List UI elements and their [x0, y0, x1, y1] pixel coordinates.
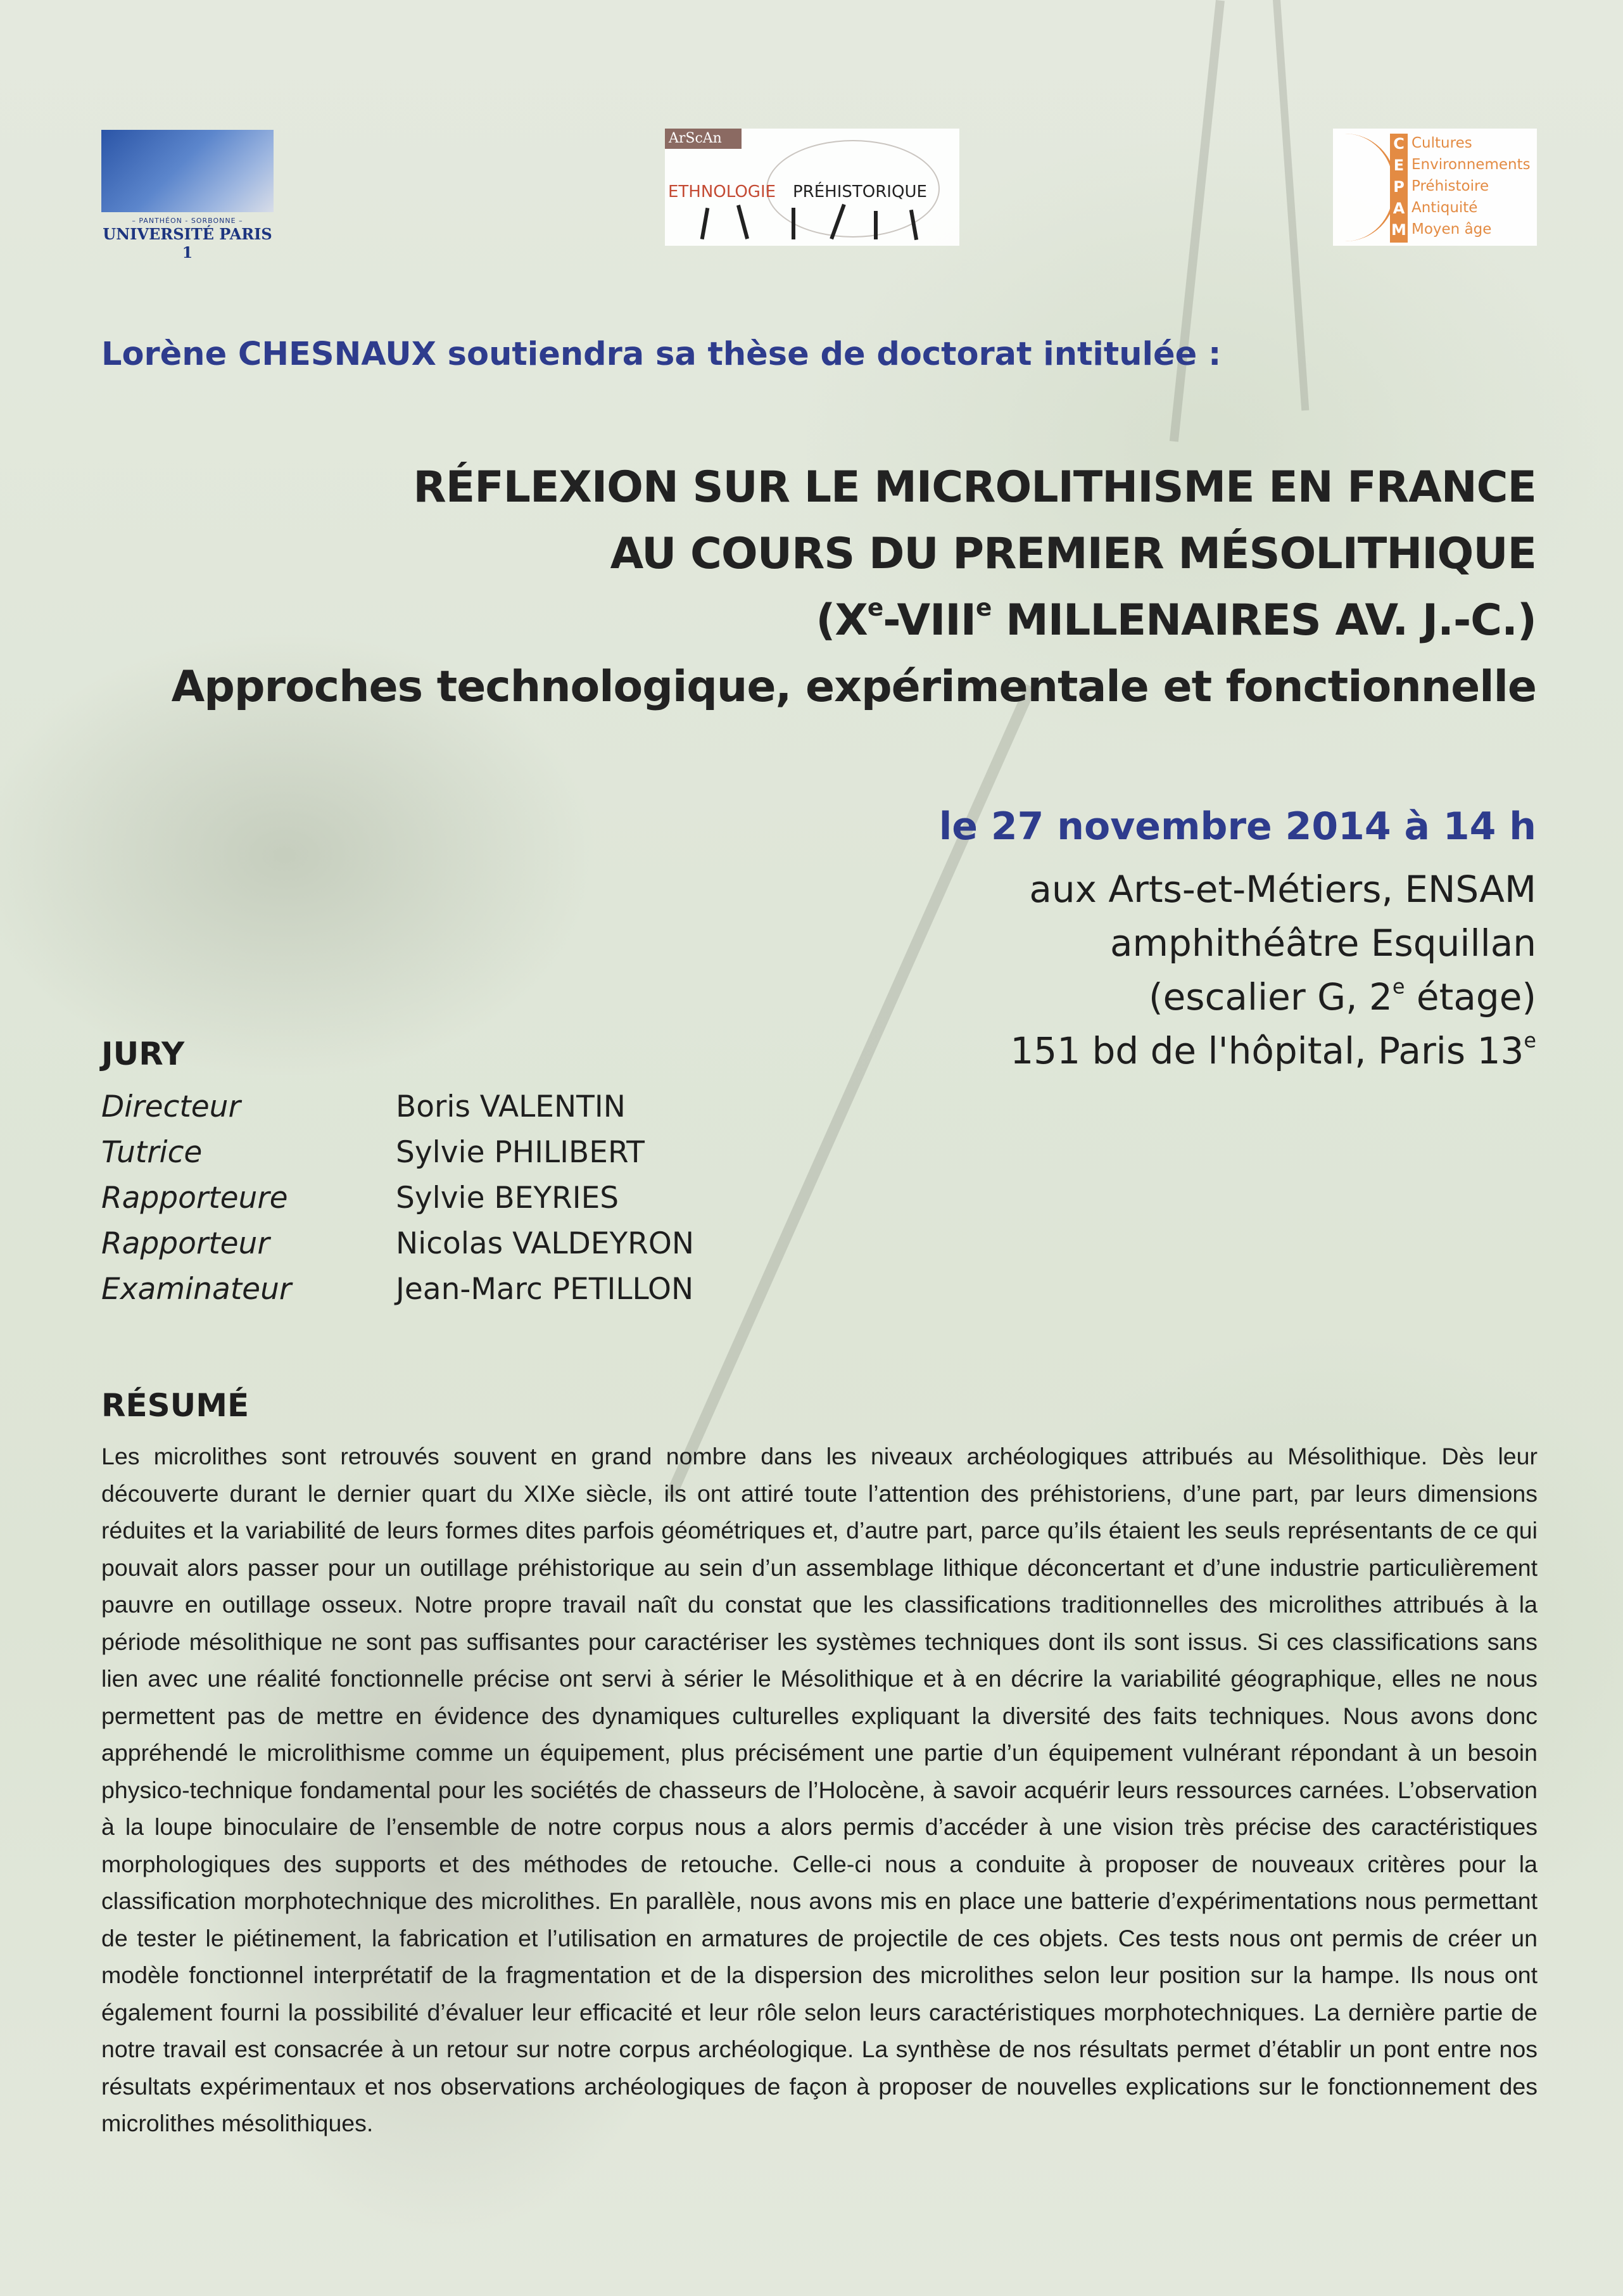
defense-venue: aux Arts-et-Métiers, ENSAM: [1029, 868, 1536, 911]
cepam-word: Moyen âge: [1411, 221, 1492, 238]
title-sup: e: [867, 593, 883, 622]
cepam-letter: E: [1393, 156, 1405, 174]
jury-name: Nicolas VALDEYRON: [396, 1226, 694, 1261]
defense-address: [1010, 1029, 1536, 1072]
thesis-title-line-2: AU COURS DU PREMIER MÉSOLITHIQUE: [610, 529, 1536, 579]
address-part: 151 bd de l'hôpital, Paris 13: [1010, 1029, 1524, 1072]
stairs-sup: e: [1392, 974, 1405, 999]
jury-role: Rapporteur: [101, 1226, 270, 1261]
figure-icon: [874, 211, 878, 239]
cepam-word: Préhistoire: [1411, 178, 1489, 194]
cepam-letter: C: [1393, 135, 1405, 153]
jury-heading: JURY: [101, 1036, 185, 1072]
cepam-word: Antiquité: [1411, 200, 1478, 216]
prehistorique-word: PRÉHISTORIQUE: [793, 182, 927, 201]
cepam-word: Environnements: [1411, 156, 1531, 173]
thesis-title-line-3: [816, 595, 1536, 645]
stairs-part: (escalier G, 2: [1148, 975, 1392, 1018]
resume-text: Les microlithes sont retrouvés souvent en grand nombre dans les niveaux archéologiques attribués au Mésolithique. Dès leur découverte durant le dernier quart du XIXe siècle, ils ont attiré toute l’attention des préhistoriens, d’une part, par leurs dimensions réduites et la variabilité de leurs formes dites parfois géométriques et, d’autre part, parce qu’ils étaient les seuls représentants de ce qui pouvait alors passer pour un outillage préhistorique au sein d’un assemblage lithique déconcertant et d’une industrie particulièrement pauvre en outillage osseux. Notre propre travail naît du constat que les classifications traditionnelles des microlithes attribués à la période mésolithique ne sont pas suffisantes pour caractériser les systèmes techniques dont ils sont issus. Si ces classifications sans lien avec une réalité fonctionnelle précise ont servi à sérier le Mésolithique et à en décrire la variabilité géographique, elles ne nous permettent pas de mettre en évidence des dynamiques culturelles expliquant la diversité des faits techniques. Nous avons donc appréhendé le microlithisme comme un équipement, plus précisément une partie d’un équipement vulnérant répondant à un besoin physico-technique fondamental pour les sociétés de chasseurs de l’Holocène, à savoir acquérir leurs ressources carnées. L’observation à la loupe binoculaire de l’ensemble de notre corpus nous a alors permis d’accéder à une vision très précise des caractéristiques morphologiques des supports et des méthodes de retouche. Celle-ci nous a conduite à proposer de nouveaux critères pour la classification morphotechnique des microlithes. En parallèle, nous avons mis en place une batterie d’expérimentations nous permettant de tester le piétinement, la fabrication et l’utilisation en armatures de projectile de ces objets. Ces tests nous ont permis de créer un modèle fonctionnel interprétatif de la fragmentation et de la dispersion des microlithes selon leur position sur la hampe. Ils nous ont également fourni la possibilité d’évaluer leur efficacité et leur rôle selon leurs caractéristiques morphotechniques. La dernière partie de notre travail est consacrée à un retour sur notre corpus archéologique. La synthèse de nos résultats permet d’établir un pont entre nos résultats expérimentaux et nos observations archéologiques de façon à proposer de nouvelles explications sur le fonctionnement des microlithes mésolithiques.: [101, 1443, 1538, 2136]
jury-role: Directeur: [101, 1089, 241, 1124]
cepam-letter: P: [1393, 178, 1405, 196]
title-part: MILLENAIRES AV. J.-C.): [991, 595, 1536, 645]
figure-icon: [700, 208, 710, 239]
jury-role: Examinateur: [101, 1272, 292, 1307]
cepam-logo: [1333, 129, 1537, 246]
stairs-part: étage): [1405, 975, 1536, 1018]
universite-paris1-logo: [101, 130, 274, 262]
jury-name: Boris VALENTIN: [396, 1089, 626, 1124]
defense-stairs: [1149, 975, 1536, 1018]
thesis-title-line-1: RÉFLEXION SUR LE MICROLITHISME EN FRANCE: [413, 462, 1536, 512]
jury-name: Jean-Marc PETILLON: [396, 1272, 694, 1307]
cepam-letter: M: [1391, 221, 1406, 239]
background-stick: [1170, 0, 1225, 442]
defense-date: le 27 novembre 2014 à 14 h: [938, 804, 1536, 849]
cepam-word: Cultures: [1411, 135, 1472, 151]
resume-heading: RÉSUMÉ: [101, 1387, 249, 1424]
title-part: -VIII: [883, 595, 976, 645]
figure-icon: [792, 208, 795, 239]
logo-subtitle: – PANTHÉON - SORBONNE –: [132, 217, 243, 225]
jury-name: Sylvie PHILIBERT: [396, 1135, 645, 1170]
arscan-ethnologie-logo: [665, 129, 959, 246]
archer-icon: [1339, 134, 1396, 241]
cepam-letter: A: [1392, 200, 1405, 217]
title-sup: e: [976, 593, 992, 622]
background-stick: [1273, 0, 1309, 410]
arscan-label: ArScAn: [665, 129, 742, 149]
figure-icon: [736, 205, 749, 239]
thesis-intro: Lorène CHESNAUX soutiendra sa thèse de doctorat intitulée :: [101, 336, 1222, 373]
thesis-subtitle: Approches technologique, expérimentale et fonctionnelle: [171, 662, 1536, 712]
ethnologie-word: ETHNOLOGIE: [668, 182, 776, 201]
jury-role: Rapporteure: [101, 1181, 288, 1215]
jury-role: Tutrice: [101, 1135, 203, 1170]
logo-name: UNIVERSITÉ PARIS 1: [103, 225, 272, 262]
defense-room: amphithéâtre Esquillan: [1110, 922, 1536, 965]
address-sup: e: [1524, 1028, 1536, 1053]
europe-map-icon: [101, 130, 274, 212]
title-part: (X: [816, 595, 868, 645]
jury-name: Sylvie BEYRIES: [396, 1181, 619, 1215]
